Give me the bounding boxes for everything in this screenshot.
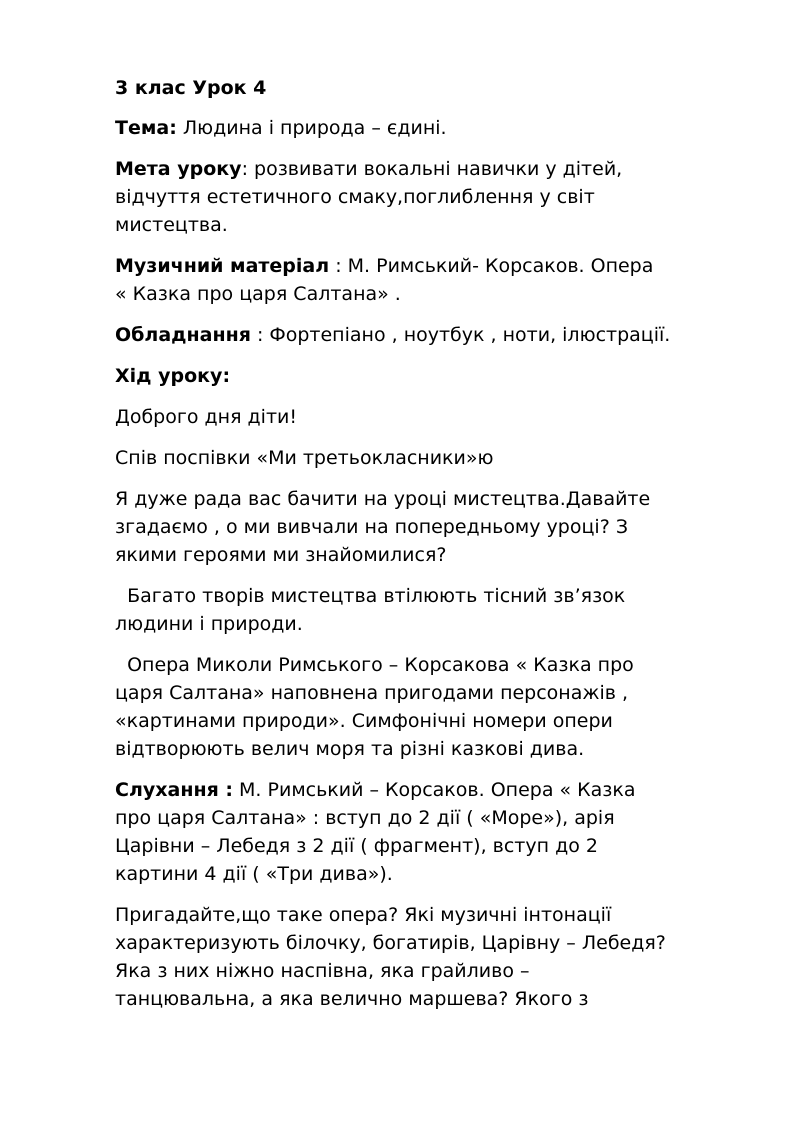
goal-label: Мета уроку [115, 158, 242, 180]
topic-paragraph [115, 114, 765, 142]
listening-line: М. Римський – Корсаков. Опера « Казка [233, 779, 636, 801]
listening-line: Царівни – Лебедя з 2 дії ( фрагмент), вступ до 2 [115, 835, 598, 857]
intro-paragraph [115, 485, 765, 569]
listening-label: Слухання : [115, 779, 233, 801]
equipment-paragraph [115, 321, 765, 349]
material-text-line: « Казка про царя Салтана» . [115, 283, 401, 305]
opera-line: царя Салтана» наповнена пригодами персонажів , [115, 682, 629, 704]
material-paragraph [115, 252, 765, 308]
lesson-title: 3 клас Урок 4 [115, 77, 267, 99]
listening-paragraph [115, 776, 765, 888]
equipment-text: : Фортепіано , ноутбук , ноти, ілюстрації. [250, 324, 671, 346]
goal-paragraph [115, 155, 765, 239]
listening-line: картини 4 дії ( «Три дива»). [115, 863, 393, 885]
material-label: Музичний матеріал [115, 255, 330, 277]
question-line: Пригадайте,що таке опера? Які музичні інтонації [115, 904, 612, 926]
question-line: характеризують білочку, богатирів, Царівну – Лебедя? [115, 932, 666, 954]
goal-text-line: мистецтва. [115, 214, 228, 236]
opera-line: відтворюють велич моря та різні казкові дива. [115, 738, 585, 760]
opera-line: Опера Миколи Римського – Корсакова « Казка про [115, 654, 634, 676]
listening-line: про царя Салтана» : вступ до 2 дії ( «Море»), арія [115, 807, 615, 829]
material-text-line: : М. Римський- Корсаков. Опера [329, 255, 654, 277]
song-paragraph: Спів поспівки «Ми третьокласники»ю [115, 447, 494, 469]
goal-text-line: відчуття естетичного смаку,поглиблення у світ [115, 186, 595, 208]
nature-paragraph [115, 582, 765, 638]
nature-line: людини і природи. [115, 613, 303, 635]
intro-line: згадаємо , о ми вивчали на попередньому уроці? З [115, 516, 628, 538]
topic-text: Людина і природа – єдині. [176, 117, 447, 139]
question-line: танцювальна, а яка велично маршева? Якого з [115, 988, 589, 1010]
goal-text-line: : розвивати вокальні навички у дітей, [241, 158, 623, 180]
intro-line: якими героями ми знайомилися? [115, 544, 447, 566]
question-paragraph [115, 901, 765, 1013]
opera-paragraph [115, 651, 765, 763]
lesson-progress-heading: Хід уроку: [115, 365, 231, 387]
topic-label: Тема: [115, 117, 177, 139]
equipment-label: Обладнання [115, 324, 251, 346]
question-line: Яка з них ніжно наспівна, яка грайливо – [115, 960, 530, 982]
opera-line: «картинами природи». Симфонічні номери опери [115, 710, 613, 732]
greeting-paragraph: Доброго дня діти! [115, 406, 297, 428]
document-body [115, 74, 765, 1026]
nature-line: Багато творів мистецтва втілюють тісний зв’язок [115, 585, 626, 607]
intro-line: Я дуже рада вас бачити на уроці мистецтва.Давайте [115, 488, 651, 510]
